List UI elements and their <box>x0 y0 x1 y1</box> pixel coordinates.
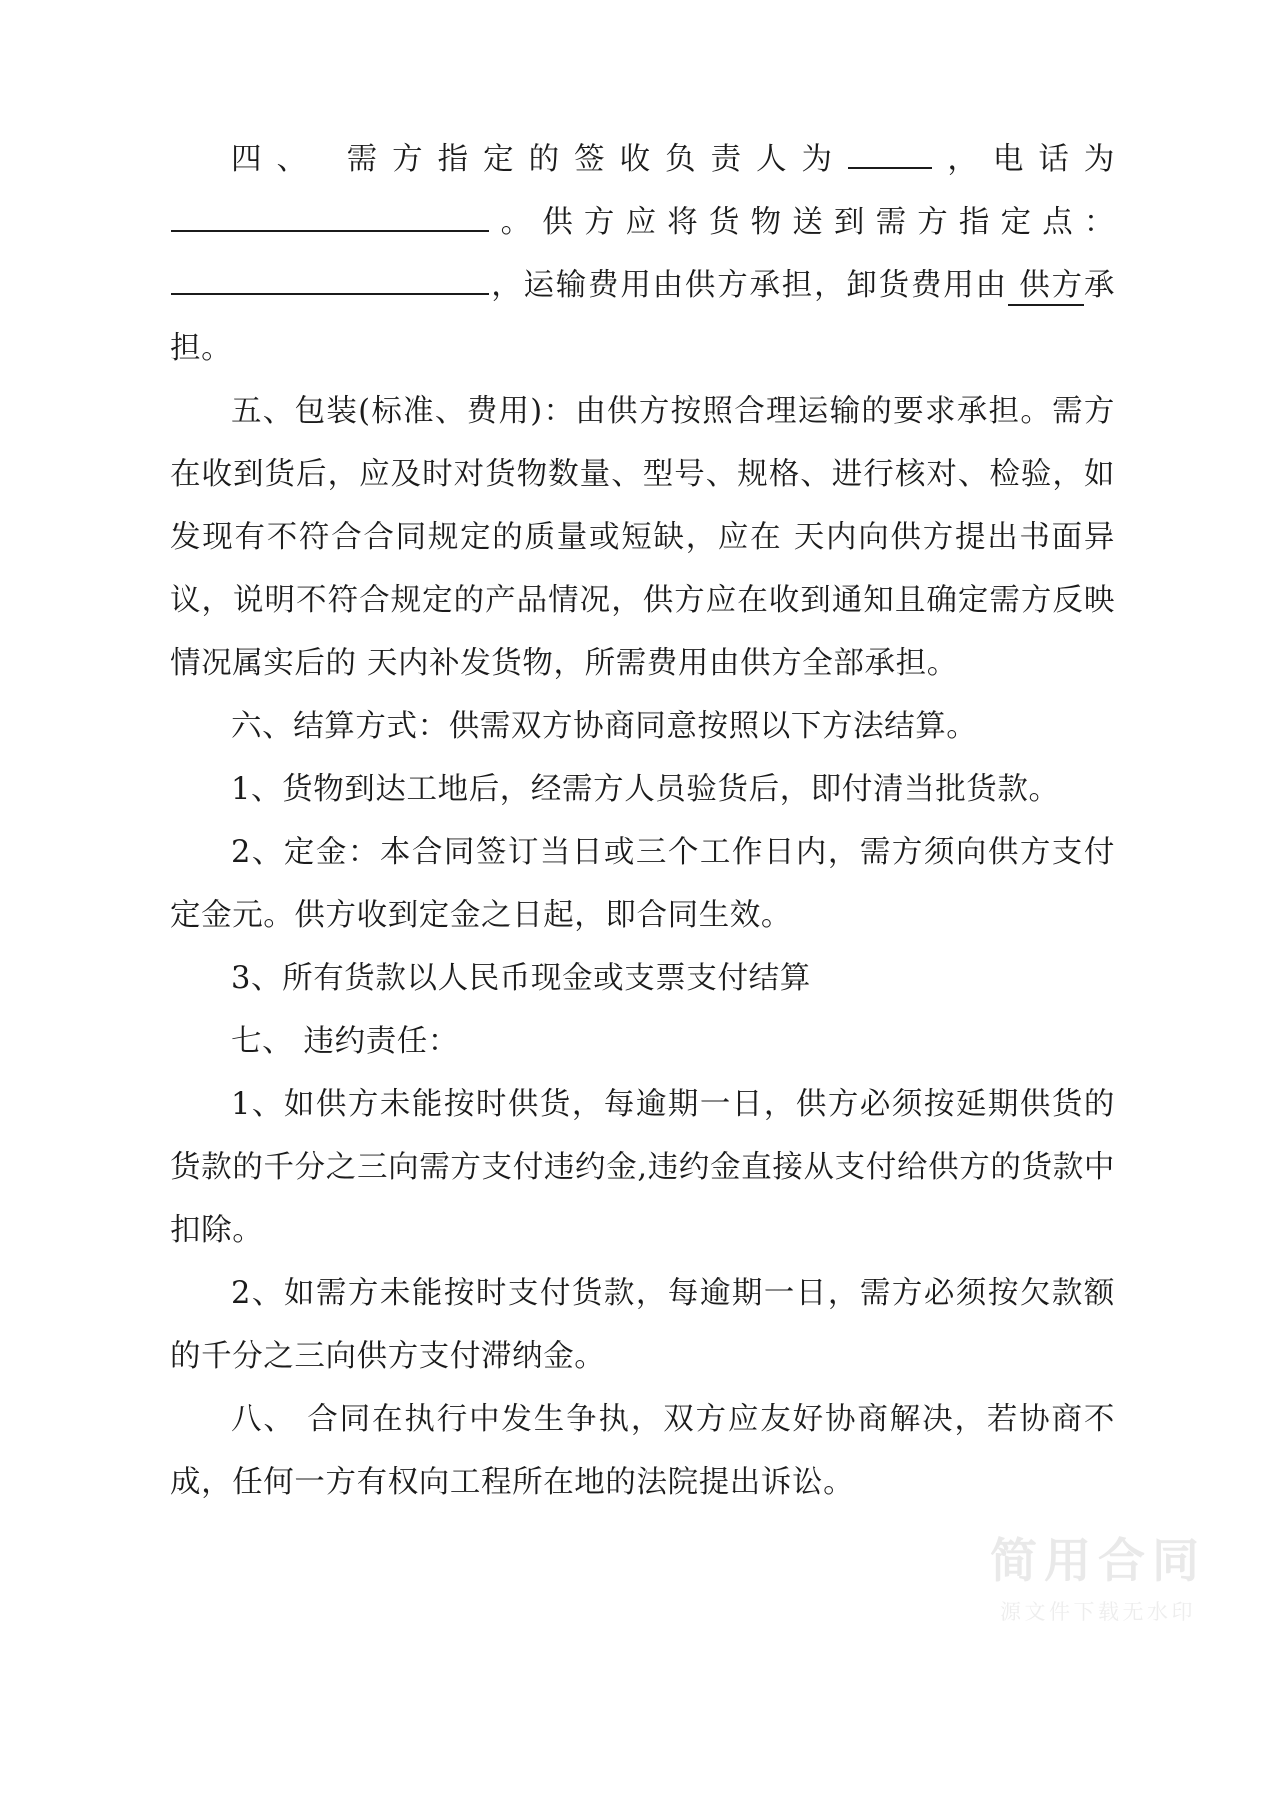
text-run: 承担。 <box>170 268 1115 366</box>
paragraph-clause-7-2 <box>170 1262 1115 1388</box>
paragraph-clause-6-1 <box>170 758 1115 821</box>
paragraph-clause-6 <box>170 695 1115 758</box>
paragraph-clause-7 <box>170 1010 1115 1073</box>
text-run: 。供方应将货物送到需方指定点： <box>490 205 1115 240</box>
text-run: 2、如需方未能按时支付货款，每逾期一日，需方必须按欠款额的千分之三向供方支付滞纳金。 <box>170 1276 1115 1374</box>
text-run: ，电话为 <box>933 142 1115 177</box>
paragraph-clause-7-1 <box>170 1073 1115 1262</box>
document-text-body <box>170 128 1115 1514</box>
text-run: 八、 合同在执行中发生争执，双方应友好协商解决，若协商不成，任何一方有权向工程所在地的法院提出诉讼。 <box>170 1402 1115 1500</box>
text-run: 七、 违约责任： <box>231 1024 459 1059</box>
paragraph-clause-5 <box>170 380 1115 695</box>
watermark-main-text: 简用合同 <box>990 1533 1206 1589</box>
fill-in-blank[interactable] <box>171 198 489 232</box>
watermark-sub-text: 源文件下载无水印 <box>1000 1600 1196 1624</box>
fill-in-blank[interactable] <box>171 261 489 295</box>
text-run: 1、货物到达工地后，经需方人员验货后，即付清当批货款。 <box>231 772 1060 807</box>
text-run: 3、所有货款以人民币现金或支票支付结算 <box>231 961 811 996</box>
text-run: 四、 需方指定的签收负责人为 <box>231 142 848 177</box>
text-run: ，运输费用由供方承担，卸货费用由 <box>490 268 1008 303</box>
text-run: 五、包装(标准、费用)：由供方按照合理运输的要求承担。需方在收到货后，应及时对货物数量、型号、规格、进行核对、检验，如发现有不符合合同规定的质量或短缺，应在 天内向供方提出书面异议，说明不符合规定的产品情况，供方应在收到通知且确定需方反映情况属实后的 天内补发货物，所需费用由供方全部承担。 <box>170 394 1115 681</box>
paragraph-clause-6-2 <box>170 821 1115 947</box>
paragraph-clause-6-3 <box>170 947 1115 1010</box>
watermark <box>990 1535 1206 1626</box>
underlined-value: 供方 <box>1008 268 1084 306</box>
paragraph-clause-4 <box>170 128 1115 380</box>
fill-in-blank[interactable] <box>848 135 932 169</box>
text-run: 2、定金：本合同签订当日或三个工作日内，需方须向供方支付定金元。供方收到定金之日起，即合同生效。 <box>170 835 1115 933</box>
text-run: 1、如供方未能按时供货，每逾期一日，供方必须按延期供货的货款的千分之三向需方支付违约金,违约金直接从支付给供方的货款中扣除。 <box>170 1087 1115 1248</box>
paragraph-clause-8 <box>170 1388 1115 1514</box>
text-run: 六、结算方式：供需双方协商同意按照以下方法结算。 <box>231 709 978 744</box>
